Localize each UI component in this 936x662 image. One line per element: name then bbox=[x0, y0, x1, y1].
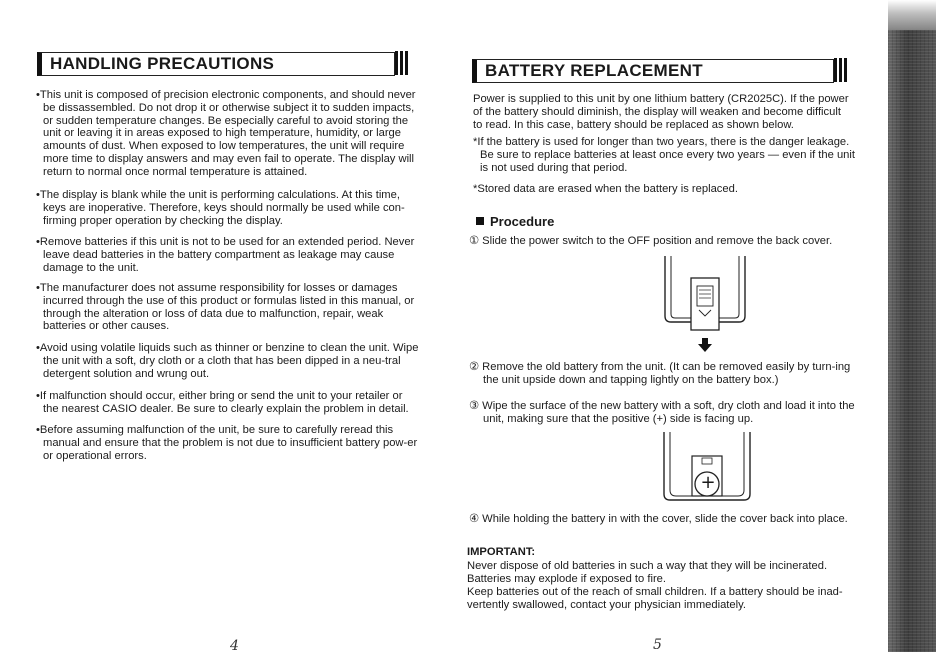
precaution-item: •If malfunction should occur, either bring or send the unit to your retailer or the nearest CASIO dealer. Be sure to clearly explain the problem in detail. bbox=[36, 390, 409, 415]
precaution-item: •This unit is composed of precision electronic components, and should never be dissassembled. Do not drop it or otherwise subject it to sudden impacts, or sudden temperature changes. Be especially careful to avoid storing the unit or leaving it in areas exposed to high temperature, humidity, or large amounts of dust. When exposed to low temperatures, the unit will require more time to display answers and may even fail to operate. The display will return to normal once normal temperature is attained. bbox=[36, 89, 416, 178]
important-title: IMPORTANT: bbox=[467, 546, 536, 558]
precaution-item: •The display is blank while the unit is performing calculations. At this time, keys are inoperative. Therefore, keys should normally be used while con-firming proper operation by checking the display. bbox=[36, 189, 405, 227]
procedure-title: Procedure bbox=[490, 214, 555, 229]
scan-edge-top bbox=[888, 0, 936, 34]
procedure-step: ④ While holding the battery in with the cover, slide the cover back into place. bbox=[469, 513, 848, 525]
precaution-item: •Before assuming malfunction of the unit, be sure to carefully reread this manual and ensure that the problem is not due to insufficient battery pow-er or operational errors. bbox=[36, 424, 418, 462]
heading-text: BATTERY REPLACEMENT bbox=[485, 61, 703, 80]
precaution-item: •Avoid using volatile liquids such as thinner or benzine to clean the unit. Wipe the unit with a soft, dry cloth or a cloth that has been dipped in a neu-tral detergent solution and wrung out. bbox=[36, 342, 419, 380]
heading-bars-icon bbox=[834, 58, 847, 82]
heading-text: HANDLING PRECAUTIONS bbox=[50, 54, 275, 73]
left-page bbox=[0, 0, 450, 662]
procedure-step: ① Slide the power switch to the OFF position and remove the back cover. bbox=[469, 235, 833, 247]
square-bullet-icon bbox=[476, 217, 484, 225]
diagram-battery-inserted bbox=[662, 432, 752, 504]
note-item: *Stored data are erased when the battery is replaced. bbox=[473, 183, 738, 195]
important-text: Never dispose of old batteries in such a way that they will be incinerated. Batteries may explode if exposed to fire. bbox=[467, 560, 828, 585]
right-page bbox=[455, 0, 885, 662]
heading-bars-icon bbox=[395, 51, 408, 75]
procedure-step: ③ Wipe the surface of the new battery with a soft, dry cloth and load it into the unit, making sure that the positive (+) side is facing up. bbox=[469, 400, 855, 425]
scan-edge-shadow bbox=[888, 30, 936, 652]
intro-paragraph: Power is supplied to this unit by one lithium battery (CR2025C). If the power of the battery should diminish, the display will weaken and become difficult to read. In this case, battery should be replaced as shown below. bbox=[473, 93, 849, 131]
precaution-item: •Remove batteries if this unit is not to be used for an extended period. Never leave dead batteries in the battery compartment as leakage may cause damage to the unit. bbox=[36, 236, 415, 274]
precaution-item: •The manufacturer does not assume responsibility for losses or damages incurred through the use of this product or formulas listed in this manual, or through the alteration or loss of data due to malfunction, repair, weak batteries or other causes. bbox=[36, 282, 415, 333]
note-item: *If the battery is used for longer than two years, there is the danger leakage. Be sure to replace batteries at least once every two years — even if the unit is not used during that period. bbox=[473, 136, 855, 174]
section-heading-battery bbox=[472, 59, 834, 83]
diagram-remove-cover bbox=[661, 256, 751, 356]
procedure-step: ② Remove the old battery from the unit. (It can be removed easily by turn-ing the unit upside down and tapping lightly on the battery box.) bbox=[469, 361, 851, 386]
section-heading-handling bbox=[37, 52, 395, 76]
battery-plus-label: + bbox=[700, 472, 716, 493]
page-number-left: 4 bbox=[230, 638, 239, 654]
procedure-heading bbox=[476, 214, 554, 229]
important-text: Keep batteries out of the reach of small children. If a battery should be inad-vertently swallowed, contact your physician immediately. bbox=[467, 586, 843, 611]
page-number-right: 5 bbox=[653, 637, 662, 653]
